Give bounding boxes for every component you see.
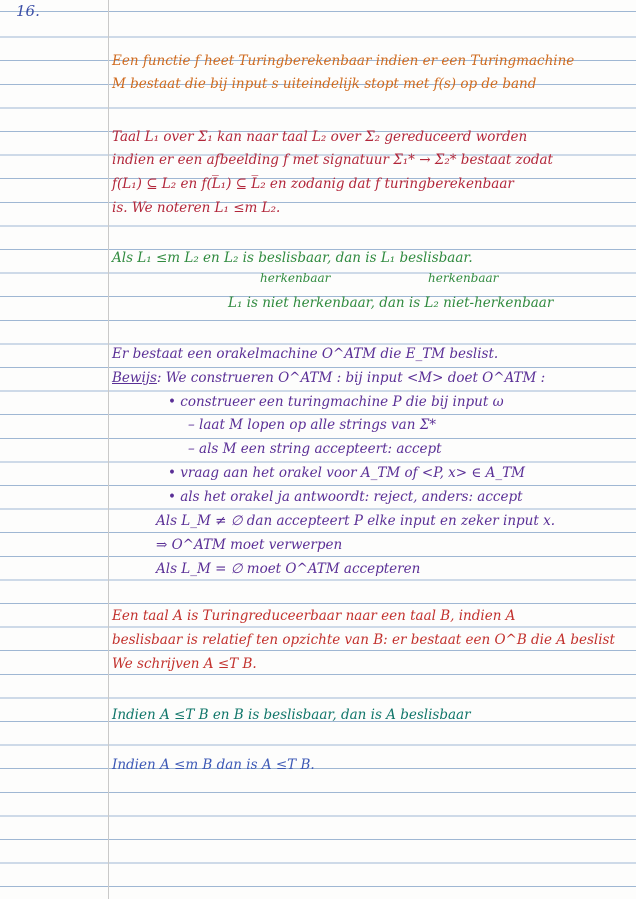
text-line: Als L_M = ∅ moet O^ATM accepteren	[156, 561, 421, 577]
margin-line	[108, 0, 109, 899]
theorem-line: Er bestaat een orakelmachine O^ATM die E_TM beslist.	[112, 346, 499, 362]
text-line: Indien A ≤m B dan is A ≤T B.	[112, 757, 315, 773]
proof-heading: Bewijs	[112, 370, 157, 386]
text-line: – als M een string accepteert: accept	[188, 441, 442, 457]
text-line: • construeer een turingmachine P die bij input ω	[168, 394, 504, 410]
text-line: Taal L₁ over Σ₁ kan naar taal L₂ over Σ₂ gereduceerd worden	[112, 129, 528, 145]
text-line: Indien A ≤T B en B is beslisbaar, dan is A beslisbaar	[112, 707, 471, 723]
text-line: • vraag aan het orakel voor A_TM of <P, x> ∈ A_TM	[168, 465, 525, 481]
text-line: M bestaat die bij input s uiteindelijk stopt met f(s) op de band	[112, 76, 537, 92]
text-line: – laat M lopen op alle strings van Σ*	[188, 417, 437, 433]
annotation: herkenbaar	[260, 271, 331, 285]
text-line: Als L₁ ≤m L₂ en L₂ is beslisbaar, dan is L₁ beslisbaar.	[112, 250, 473, 266]
proof-line	[112, 368, 545, 388]
proof-text: : We construeren O^ATM : bij input <M> doet O^ATM :	[156, 370, 546, 386]
text-line: is. We noteren L₁ ≤m L₂.	[112, 200, 281, 216]
text-line: f(L₁) ⊆ L₂ en f(L̅₁) ⊆ L̅₂ en zodanig dat f turingberekenbaar	[112, 176, 514, 192]
text-line: • als het orakel ja antwoordt: reject, anders: accept	[168, 489, 523, 505]
text-line: beslisbaar is relatief ten opzichte van B: er bestaat een O^B die A beslist	[112, 632, 615, 648]
text-line: Als L_M ≠ ∅ dan accepteert P elke input en zeker input x.	[156, 513, 555, 529]
text-line: L₁ is niet herkenbaar, dan is L₂ niet-herkenbaar	[228, 295, 554, 311]
text-line: ⇒ O^ATM moet verwerpen	[156, 537, 343, 553]
page-number: 16.	[16, 2, 40, 20]
text-line: Een taal A is Turingreduceerbaar naar een taal B, indien A	[112, 608, 516, 624]
text-line: indien er een afbeelding f met signatuur Σ₁* → Σ₂* bestaat zodat	[112, 152, 553, 168]
text-line: Een functie f heet Turingberekenbaar indien er een Turingmachine	[112, 53, 575, 69]
annotation: herkenbaar	[428, 271, 499, 285]
text-line: We schrijven A ≤T B.	[112, 656, 257, 672]
